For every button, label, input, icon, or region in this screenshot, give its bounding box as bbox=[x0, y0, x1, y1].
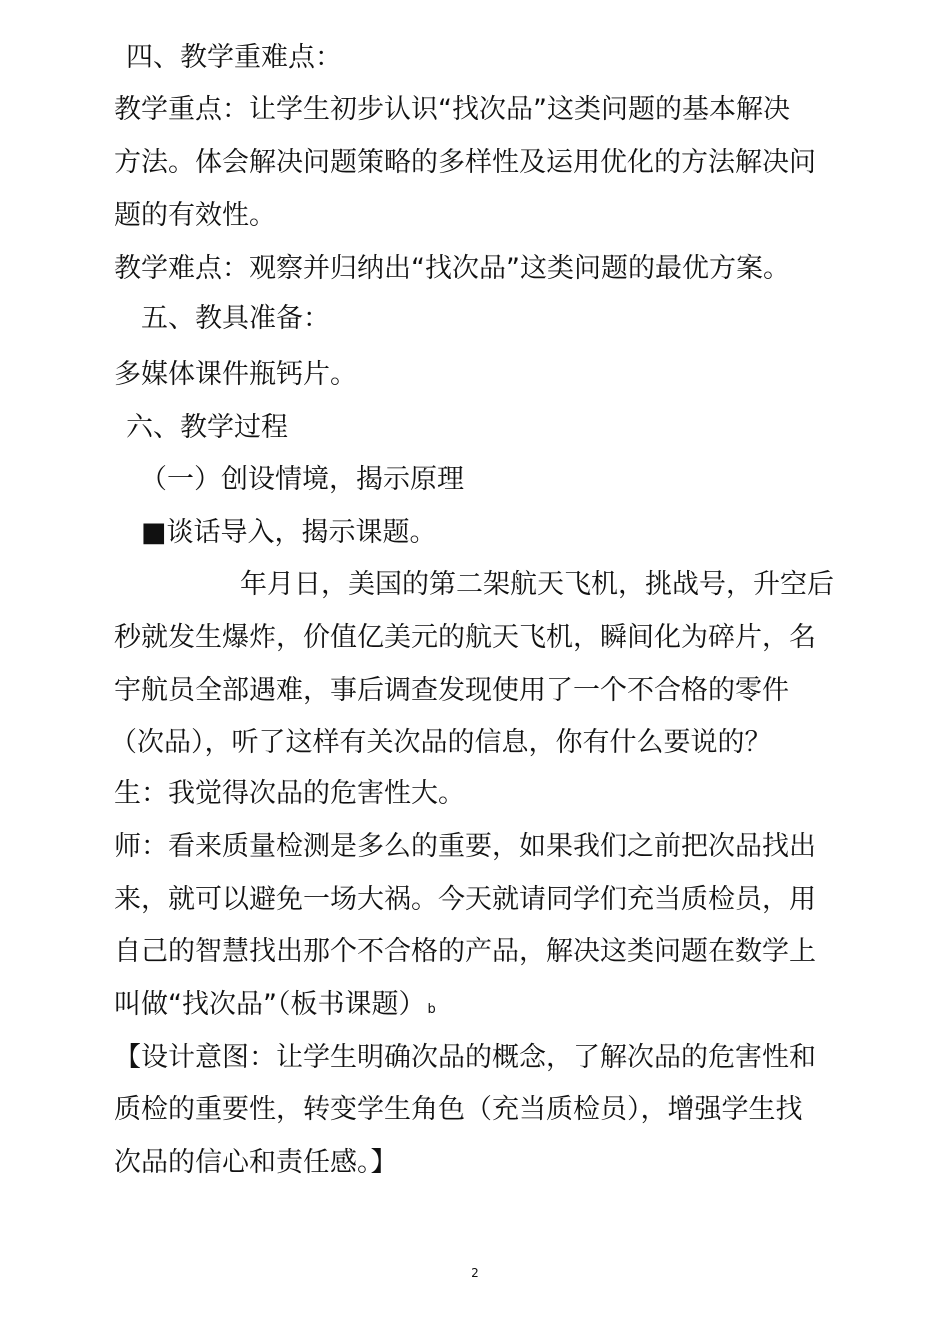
paragraph-line: 多媒体课件瓶钙片。 bbox=[114, 359, 357, 390]
section-heading-difficulties: 四、教学重难点： bbox=[126, 42, 342, 73]
paragraph-line: 秒就发生爆炸，价值亿美元的航天飞机，瞬间化为碎片，名 bbox=[114, 622, 816, 653]
paragraph-line: 年月日，美国的第二架航天飞机，挑战号，升空后 bbox=[240, 569, 834, 600]
bullet-item: ■谈话导入，揭示课题。 bbox=[141, 517, 437, 548]
page-number: 2 bbox=[471, 1266, 479, 1280]
paragraph-line: 自己的智慧找出那个不合格的产品，解决这类问题在数学上 bbox=[114, 936, 816, 967]
design-intent-line: 【设计意图：让学生明确次品的概念，了解次品的危害性和 bbox=[114, 1042, 816, 1073]
paragraph-line: 来，就可以避免一场大祸。今天就请同学们充当质检员，用 bbox=[114, 884, 816, 915]
paragraph-line: 教学难点：观察并归纳出“找次品”这类问题的最优方案。 bbox=[114, 253, 790, 284]
paragraph-line: （次品），听了这样有关次品的信息，你有什么要说的？ bbox=[110, 727, 772, 758]
section-heading-process: 六、教学过程 bbox=[126, 412, 288, 443]
section-heading-tools: 五、教具准备： bbox=[141, 303, 330, 334]
design-intent-line: 次品的信心和责任感。】 bbox=[114, 1147, 398, 1178]
trailing-mark: b bbox=[427, 1002, 436, 1017]
subsection-heading: （一）创设情境，揭示原理 bbox=[140, 464, 464, 495]
design-intent-line: 质检的重要性，转变学生角色（充当质检员），增强学生找 bbox=[114, 1094, 803, 1125]
paragraph-text: 叫做“找次品”（板书课题） bbox=[114, 989, 426, 1020]
dialogue-line-teacher: 师：看来质量检测是多么的重要，如果我们之前把次品找出 bbox=[114, 831, 816, 862]
paragraph-line: 宇航员全部遇难，事后调查发现使用了一个不合格的零件 bbox=[114, 675, 789, 706]
paragraph-line: 教学重点：让学生初步认识“找次品”这类问题的基本解决 bbox=[114, 94, 790, 125]
dialogue-line-student: 生：我觉得次品的危害性大。 bbox=[114, 778, 465, 809]
paragraph-line: 题的有效性。 bbox=[114, 200, 276, 231]
paragraph-line: 方法。体会解决问题策略的多样性及运用优化的方法解决问 bbox=[114, 147, 816, 178]
paragraph-line bbox=[114, 987, 436, 1028]
